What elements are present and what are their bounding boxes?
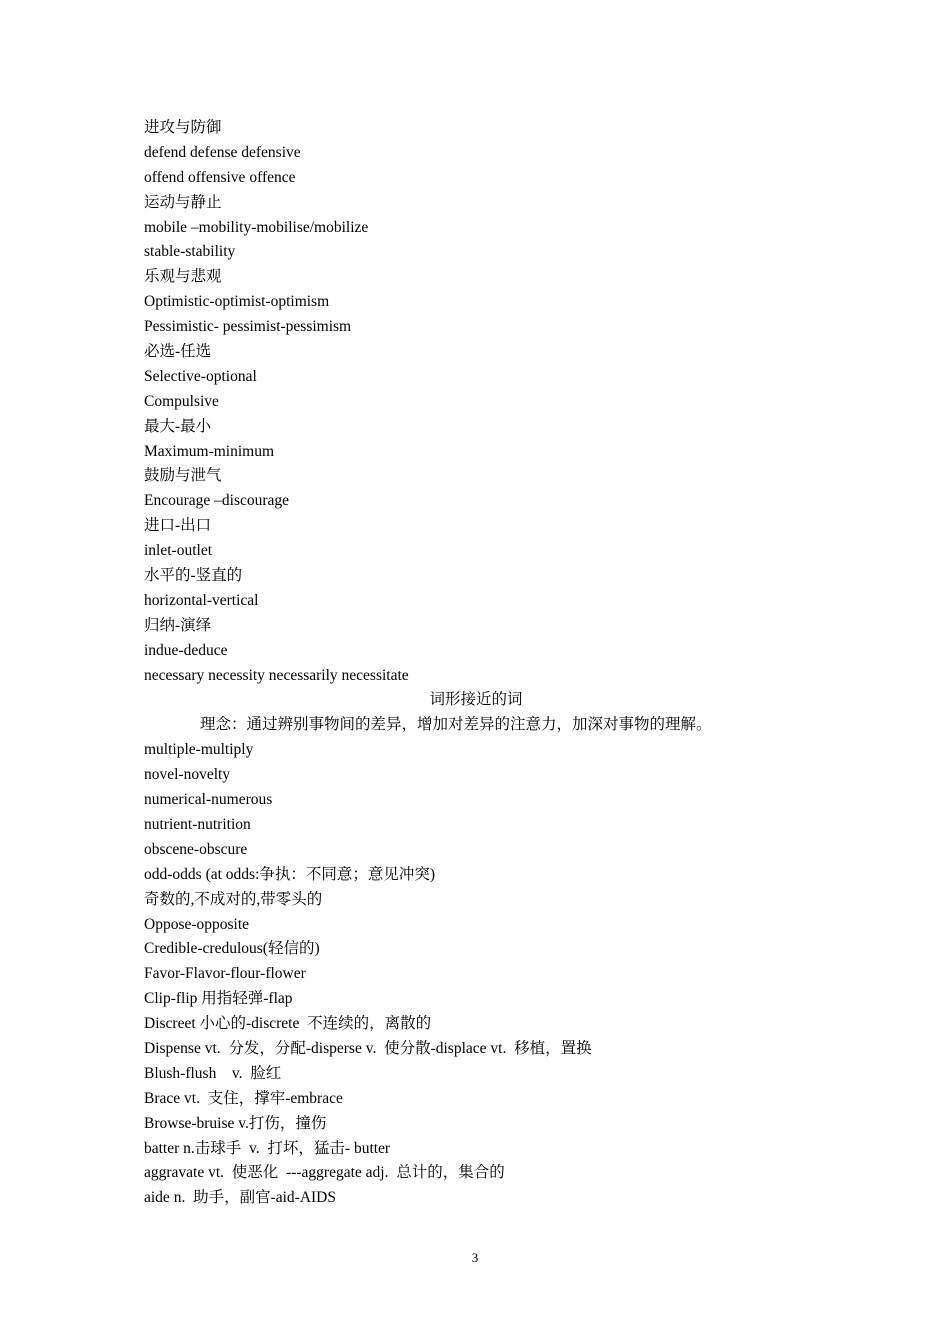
document-body [144, 116, 824, 1211]
text-line: multiple-multiply [144, 741, 254, 759]
text-line: odd-odds (at odds:争执：不同意；意见冲突) [144, 865, 436, 883]
text-line: Compulsive [144, 392, 219, 410]
text-line: Selective-optional [144, 367, 257, 385]
text-line: 水平的-竖直的 [144, 567, 243, 585]
text-line: Favor-Flavor-flour-flower [144, 965, 306, 983]
text-line: Encourage –discourage [144, 492, 290, 510]
text-line: 必选-任选 [144, 343, 212, 361]
text-line: 进口-出口 [144, 517, 212, 535]
text-line: Credible-credulous(轻信的) [144, 940, 320, 958]
text-line: nutrient-nutrition [144, 815, 251, 833]
section-heading: 词形接近的词 [429, 691, 523, 709]
text-line: Browse-bruise v.打伤，撞伤 [144, 1114, 327, 1132]
text-line: obscene-obscure [144, 840, 248, 858]
text-line: 乐观与悲观 [144, 268, 222, 286]
text-line: batter n.击球手 v. 打坏，猛击- butter [144, 1139, 391, 1157]
text-line: horizontal-vertical [144, 591, 259, 609]
text-line: necessary necessity necessarily necessitate [144, 666, 409, 684]
text-line: Discreet 小心的-discrete 不连续的，离散的 [144, 1015, 432, 1033]
text-line: Pessimistic- pessimist-pessimism [144, 318, 352, 336]
text-line: 最大-最小 [144, 417, 212, 435]
text-line: novel-novelty [144, 766, 231, 784]
text-line: 运动与静止 [144, 193, 222, 211]
text-line: aide n. 助手，副官-aid-AIDS [144, 1189, 336, 1207]
text-line: Brace vt. 支住，撑牢-embrace [144, 1089, 343, 1107]
text-line: 归纳-演绎 [144, 616, 212, 634]
text-line: offend offensive offence [144, 168, 296, 186]
text-line: numerical-numerous [144, 791, 273, 809]
text-line: Clip-flip 用指轻弹-flap [144, 990, 293, 1008]
text-line: Maximum-minimum [144, 442, 275, 460]
text-line: Dispense vt. 分发，分配-disperse v. 使分散-displace vt. 移植，置换 [144, 1039, 592, 1057]
text-line: stable-stability [144, 243, 236, 261]
text-line: Optimistic-optimist-optimism [144, 293, 330, 311]
text-line: Oppose-opposite [144, 915, 250, 933]
text-line: mobile –mobility-mobilise/mobilize [144, 218, 369, 236]
text-line: defend defense defensive [144, 143, 301, 161]
text-line: 进攻与防御 [144, 119, 222, 136]
text-line: inlet-outlet [144, 542, 213, 560]
text-line: aggravate vt. 使恶化 ---aggregate adj. 总计的，集合的 [144, 1164, 505, 1182]
section-intro: 理念：通过辨别事物间的差异，增加对差异的注意力，加深对事物的理解。 [200, 716, 712, 734]
text-line: Blush-flush v. 脸红 [144, 1064, 282, 1082]
page-number: 3 [471, 1250, 479, 1265]
text-line: 鼓励与泄气 [144, 467, 222, 485]
text-line: indue-deduce [144, 641, 228, 659]
text-line: 奇数的,不成对的,带零头的 [144, 890, 323, 908]
